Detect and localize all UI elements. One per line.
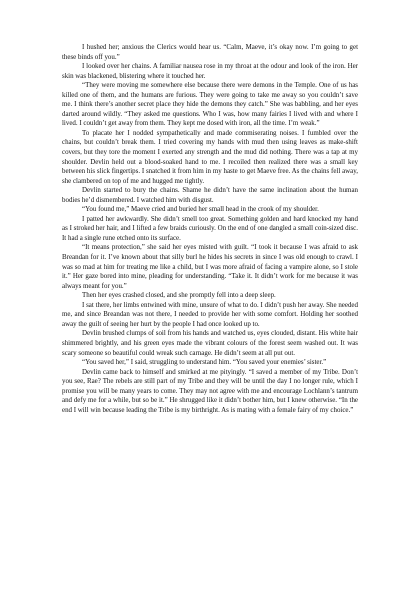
paragraph: “You found me,” Maeve cried and buried her small head in the crook of my shoulder. [82, 205, 319, 214]
paragraph: I hushed her; anxious the Clerics would hear us. “Calm, Maeve, it’s okay now. I’m going to get these binds off you.” [62, 43, 358, 61]
paragraph: I patted her awkwardly. She didn’t smell too great. Something golden and hard knocked my hand as I stroked her hair, and I lifted a few braids curiously. On the end of one dangled a small coin-sized disc. It had a single rune etched onto its surface. [62, 214, 358, 242]
paragraph: To placate her I nodded sympathetically and made commiserating noises. I fumbled over the chains, but couldn’t break them. I tried covering my hands with mud then using leaves as make-shift covers, but they tore the moment I exerted any strength and the mud did nothing. There was a tap at my shoulder. Devlin held out a blood-soaked hand to me. I recoiled then realized there was a small key between his slick fingertips. I snatched it from him in my haste to get Maeve free. As the chains fell away, she clambered on top of me and hugged me tightly. [62, 128, 358, 185]
paragraph: Then her eyes crashed closed, and she promptly fell into a deep sleep. [82, 291, 276, 300]
paragraph: “They were moving me somewhere else because there were demons in the Temple. One of us has killed one of them, and the humans are furious. They were going to take me away so you couldn’t save me. I think there’s another secret place they hide the demons they catch.” She was babbling, and her eyes darted around wildly. “They asked me questions. Who I was, how many fairies I lived with and where I lived. I couldn’t get away from them. They kept me dosed with iron, all the time. I’m weak.” [62, 81, 358, 128]
paragraph: Devlin came back to himself and smirked at me pityingly. “I saved a member of my Tribe. Don’t you see, Rae? The rebels are still part of my Tribe and they will be until the day I no longer rule, which I promise you will be many years to come. They may not agree with me and encourage Lochlann’s tantrum and defy me for a while, but so be it.” He shrugged like it didn’t bother him, but I knew otherwise. “In the end I will win because leading the Tribe is my birthright. As is mating with a female fairy of my choice.” [62, 367, 358, 414]
paragraph: I sat there, her limbs entwined with mine, unsure of what to do. I didn’t push her away. She needed me, and since Breandan was not there, I needed to provide her with some comfort. Holding her soothed away the guilt of seeing her hurt by the people I had once looked up to. [62, 300, 358, 328]
paragraph: I looked over her chains. A familiar nausea rose in my throat at the odour and look of the iron. Her skin was blackened, blistering where it touched her. [62, 62, 358, 80]
paragraph: Devlin started to bury the chains. Shame he didn’t have the same inclination about the human bodies he’d dismembered. I watched him with disgust. [62, 186, 358, 204]
paragraph: “You saved her,” I said, struggling to understand him. “You saved your enemies’ sister.” [82, 358, 327, 367]
body-text [62, 43, 358, 415]
paragraph: “It means protection,” she said her eyes misted with guilt. “I took it because I was afraid to ask Breandan for it. I’ve known about that silly burl he hides his secrets in since I was old enough to crawl. I was so mad at him for treating me like a child, but I was more afraid of facing a vampire alone, so I stole it.” Her gaze bored into mine, pleading for understanding. “Take it. It didn’t work for me because it was always meant for you.” [62, 243, 358, 290]
paragraph: Devlin brushed clumps of soil from his hands and watched us, eyes clouded, distant. His white hair shimmered brightly, and his green eyes made the vibrant colours of the forest seem washed out. It was scary someone so beautiful could wreak such carnage. He didn’t seem at all put out. [62, 329, 358, 357]
